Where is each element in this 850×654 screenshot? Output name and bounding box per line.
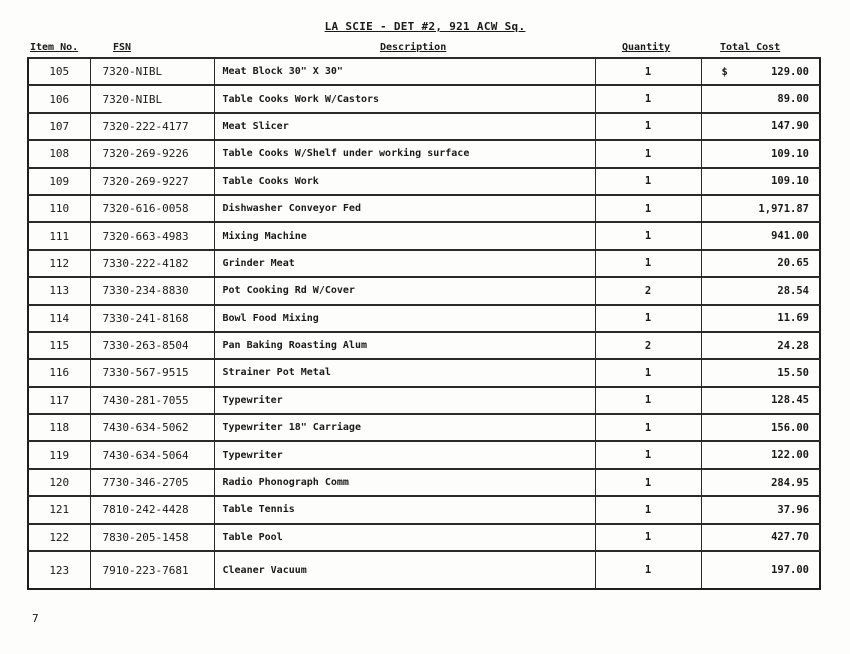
total-cost-cell <box>701 168 820 195</box>
header-quantity: Quantity <box>622 42 671 53</box>
quantity-cell: 1 <box>595 496 701 523</box>
description-cell: Typewriter <box>214 387 595 414</box>
total-cost-cell <box>701 305 820 332</box>
description-cell: Table Pool <box>214 524 595 551</box>
total-cost-cell <box>701 496 820 523</box>
fsn-cell: 7320-269-9227 <box>90 168 214 195</box>
total-cost-value: 1,971.87 <box>758 202 809 215</box>
item-number-cell: 110 <box>28 195 90 222</box>
total-cost-cell <box>701 113 820 140</box>
page-title: LA SCIE - DET #2, 921 ACW Sq. <box>324 20 526 33</box>
total-cost-cell <box>701 524 820 551</box>
table-row <box>28 168 820 195</box>
description-cell: Table Tennis <box>214 496 595 523</box>
description-cell: Grinder Meat <box>214 250 595 277</box>
fsn-cell: 7320-222-4177 <box>90 113 214 140</box>
table-row <box>28 195 820 222</box>
table-row <box>28 551 820 589</box>
quantity-cell: 2 <box>595 332 701 359</box>
total-cost-cell <box>701 140 820 167</box>
item-number-cell: 122 <box>28 524 90 551</box>
fsn-cell: 7330-222-4182 <box>90 250 214 277</box>
total-cost-value: 89.00 <box>777 93 809 106</box>
total-cost-cell <box>701 222 820 249</box>
quantity-cell: 2 <box>595 277 701 304</box>
total-cost-value: 28.54 <box>777 284 809 297</box>
item-number-cell: 117 <box>28 387 90 414</box>
total-cost-value: 24.28 <box>777 339 809 352</box>
total-cost-value: 37.96 <box>777 503 809 516</box>
quantity-cell: 1 <box>595 524 701 551</box>
total-cost-value: 20.65 <box>777 257 809 270</box>
fsn-cell: 7430-281-7055 <box>90 387 214 414</box>
table-row <box>28 469 820 496</box>
fsn-cell: 7320-616-0058 <box>90 195 214 222</box>
table-row <box>28 277 820 304</box>
item-number-cell: 120 <box>28 469 90 496</box>
fsn-cell: 7430-634-5062 <box>90 414 214 441</box>
item-number-cell: 106 <box>28 85 90 112</box>
description-cell: Strainer Pot Metal <box>214 359 595 386</box>
table-row <box>28 441 820 468</box>
total-cost-value: 197.00 <box>771 564 809 577</box>
description-cell: Dishwasher Conveyor Fed <box>214 195 595 222</box>
quantity-cell: 1 <box>595 195 701 222</box>
table-row <box>28 524 820 551</box>
item-number-cell: 109 <box>28 168 90 195</box>
header-description: Description <box>380 42 447 53</box>
item-number-cell: 116 <box>28 359 90 386</box>
page-number: 7 <box>32 612 39 625</box>
total-cost-cell <box>701 414 820 441</box>
description-cell: Pan Baking Roasting Alum <box>214 332 595 359</box>
quantity-cell: 1 <box>595 58 701 85</box>
fsn-cell: 7730-346-2705 <box>90 469 214 496</box>
total-cost-value: 128.45 <box>771 394 809 407</box>
total-cost-value: 284.95 <box>771 476 809 489</box>
fsn-cell: 7330-263-8504 <box>90 332 214 359</box>
total-cost-cell <box>701 387 820 414</box>
total-cost-value: 122.00 <box>771 449 809 462</box>
item-number-cell: 121 <box>28 496 90 523</box>
total-cost-value: 11.69 <box>777 312 809 325</box>
quantity-cell: 1 <box>595 113 701 140</box>
quantity-cell: 1 <box>595 441 701 468</box>
description-cell: Radio Phonograph Comm <box>214 469 595 496</box>
table-row <box>28 85 820 112</box>
table-row <box>28 58 820 85</box>
quantity-cell: 1 <box>595 387 701 414</box>
total-cost-value: 427.70 <box>771 531 809 544</box>
item-number-cell: 118 <box>28 414 90 441</box>
header-item-no: Item No. <box>30 42 79 53</box>
quantity-cell: 1 <box>595 414 701 441</box>
total-cost-value: 941.00 <box>771 230 809 243</box>
fsn-cell: 7430-634-5064 <box>90 441 214 468</box>
description-cell: Meat Block 30" X 30" <box>214 58 595 85</box>
total-cost-value: 15.50 <box>777 366 809 379</box>
total-cost-cell <box>701 250 820 277</box>
quantity-cell: 1 <box>595 359 701 386</box>
item-number-cell: 107 <box>28 113 90 140</box>
quantity-cell: 1 <box>595 469 701 496</box>
total-cost-value: 129.00 <box>771 65 809 78</box>
table-row <box>28 332 820 359</box>
description-cell: Table Cooks Work <box>214 168 595 195</box>
table-row <box>28 250 820 277</box>
header-fsn: FSN <box>113 42 132 53</box>
total-cost-cell <box>701 359 820 386</box>
description-cell: Meat Slicer <box>214 113 595 140</box>
quantity-cell: 1 <box>595 551 701 589</box>
description-cell: Typewriter <box>214 441 595 468</box>
fsn-cell: 7330-234-8830 <box>90 277 214 304</box>
quantity-cell: 1 <box>595 140 701 167</box>
table-row <box>28 140 820 167</box>
quantity-cell: 1 <box>595 305 701 332</box>
table-row <box>28 414 820 441</box>
total-cost-cell <box>701 85 820 112</box>
fsn-cell: 7830-205-1458 <box>90 524 214 551</box>
total-cost-cell <box>701 441 820 468</box>
total-cost-value: 147.90 <box>771 120 809 133</box>
table-row <box>28 359 820 386</box>
table-row <box>28 496 820 523</box>
inventory-table <box>27 57 821 590</box>
description-cell: Pot Cooking Rd W/Cover <box>214 277 595 304</box>
total-cost-value: 156.00 <box>771 421 809 434</box>
header-total-cost: Total Cost <box>720 42 781 53</box>
total-cost-cell <box>701 58 820 85</box>
description-cell: Table Cooks Work W/Castors <box>214 85 595 112</box>
item-number-cell: 115 <box>28 332 90 359</box>
table-row <box>28 305 820 332</box>
fsn-cell: 7320-663-4983 <box>90 222 214 249</box>
dollar-sign: $ <box>721 65 728 78</box>
fsn-cell: 7910-223-7681 <box>90 551 214 589</box>
description-cell: Bowl Food Mixing <box>214 305 595 332</box>
item-number-cell: 105 <box>28 58 90 85</box>
quantity-cell: 1 <box>595 85 701 112</box>
description-cell: Table Cooks W/Shelf under working surface <box>214 140 595 167</box>
total-cost-cell <box>701 469 820 496</box>
fsn-cell: 7320-269-9226 <box>90 140 214 167</box>
total-cost-value: 109.10 <box>771 147 809 160</box>
table-row <box>28 222 820 249</box>
description-cell: Typewriter 18" Carriage <box>214 414 595 441</box>
inventory-table-body <box>28 58 820 589</box>
item-number-cell: 113 <box>28 277 90 304</box>
quantity-cell: 1 <box>595 222 701 249</box>
item-number-cell: 108 <box>28 140 90 167</box>
total-cost-cell <box>701 332 820 359</box>
total-cost-cell <box>701 277 820 304</box>
table-row <box>28 387 820 414</box>
description-cell: Cleaner Vacuum <box>214 551 595 589</box>
fsn-cell: 7330-567-9515 <box>90 359 214 386</box>
item-number-cell: 114 <box>28 305 90 332</box>
total-cost-cell <box>701 551 820 589</box>
fsn-cell: 7810-242-4428 <box>90 496 214 523</box>
total-cost-cell <box>701 195 820 222</box>
fsn-cell: 7320-NIBL <box>90 85 214 112</box>
fsn-cell: 7320-NIBL <box>90 58 214 85</box>
item-number-cell: 112 <box>28 250 90 277</box>
item-number-cell: 123 <box>28 551 90 589</box>
description-cell: Mixing Machine <box>214 222 595 249</box>
table-row <box>28 113 820 140</box>
total-cost-value: 109.10 <box>771 175 809 188</box>
quantity-cell: 1 <box>595 250 701 277</box>
quantity-cell: 1 <box>595 168 701 195</box>
item-number-cell: 111 <box>28 222 90 249</box>
item-number-cell: 119 <box>28 441 90 468</box>
fsn-cell: 7330-241-8168 <box>90 305 214 332</box>
